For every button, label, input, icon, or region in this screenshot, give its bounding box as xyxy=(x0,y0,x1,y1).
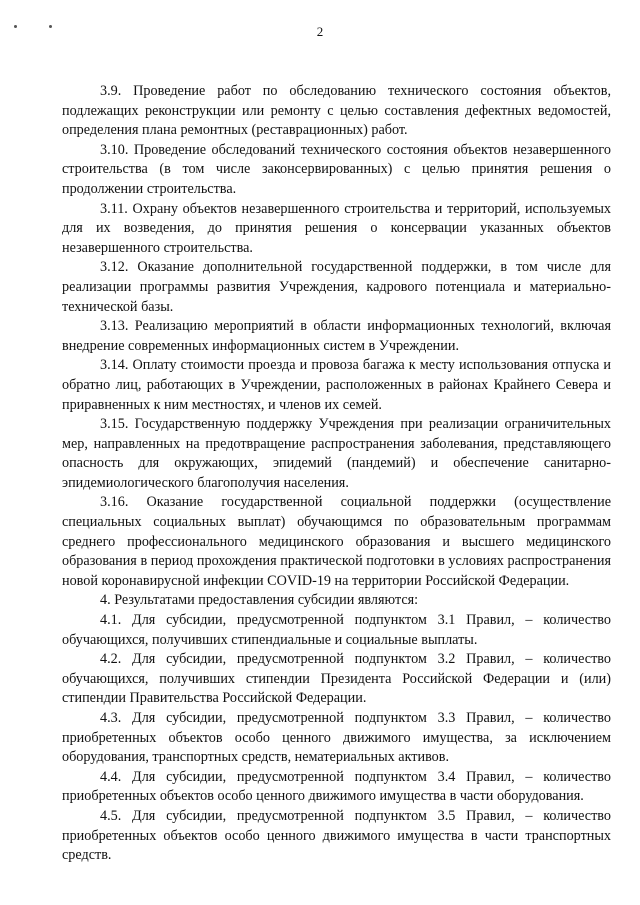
paragraph-3-16: 3.16. Оказание государственной социальной поддержки (осуществление специальных социальных выплат) обучающимся по образовательным программам среднего профессионального медицинского образования и высшего медицинского образования в период прохождения практической подготовки в условиях распространения новой коронавирусной инфекции COVID-19 на территории Российской Федерации. xyxy=(62,494,611,589)
paragraph-4-3: 4.3. Для субсидии, предусмотренной подпунктом 3.3 Правил, – количество приобретенных объектов особо ценного движимого имущества, за исключением оборудования, транспортных средств, нематериальных активов. xyxy=(62,710,611,766)
page-number: 2 xyxy=(316,24,324,39)
paragraph-3-14: 3.14. Оплату стоимости проезда и провоза багажа к месту использования отпуска и обратно лиц, работающих в Учреждении, расположенных в районах Крайнего Севера и приравненных к ним местностях, и членов их семей. xyxy=(62,357,611,413)
paragraph-3-13: 3.13. Реализацию мероприятий в области информационных технологий, включая внедрение современных информационных систем в Учреждении. xyxy=(62,318,611,354)
paragraph-4-2: 4.2. Для субсидии, предусмотренной подпунктом 3.2 Правил, – количество обучающихся, получивших стипендии Президента Российской Федерации и (или) стипендии Правительства Российской Федерации. xyxy=(62,651,611,707)
paragraph-3-12: 3.12. Оказание дополнительной государственной поддержки, в том числе для реализации программы развития Учреждения, кадрового потенциала и материально-технической базы. xyxy=(62,259,611,315)
paragraph-3-9: 3.9. Проведение работ по обследованию технического состояния объектов, подлежащих реконструкции или ремонту с целью составления дефектных ведомостей, определения плана ремонтных (реставрационных) работ. xyxy=(62,83,611,139)
paragraph-3-11: 3.11. Охрану объектов незавершенного строительства и территорий, используемых для их возведения, до принятия решения о консервации указанных объектов незавершенного строительства. xyxy=(62,200,611,256)
document-body xyxy=(62,82,611,866)
paragraph-4-4: 4.4. Для субсидии, предусмотренной подпунктом 3.4 Правил, – количество приобретенных объектов особо ценного движимого имущества в части оборудования. xyxy=(62,768,611,805)
paragraph-4-5: 4.5. Для субсидии, предусмотренной подпунктом 3.5 Правил, – количество приобретенных объектов особо ценного движимого имущества в части транспортных средств. xyxy=(62,807,611,864)
paragraph-3-10: 3.10. Проведение обследований технического состояния объектов незавершенного строительства (в том числе законсервированных) с целью принятия решения о продолжении строительства. xyxy=(62,141,611,197)
paragraph-4: 4. Результатами предоставления субсидии являются: xyxy=(100,592,419,609)
paragraph-3-15: 3.15. Государственную поддержку Учреждения при реализации ограничительных мер, направленных на предотвращение распространения заболевания, представляющего опасность для окружающих, эпидемий (пандемий) и обеспечение санитарно-эпидемиологического благополучия населения. xyxy=(62,416,611,491)
paragraph-4-1: 4.1. Для субсидии, предусмотренной подпунктом 3.1 Правил, – количество обучающихся, получивших стипендиальные и социальные выплаты. xyxy=(62,612,611,648)
